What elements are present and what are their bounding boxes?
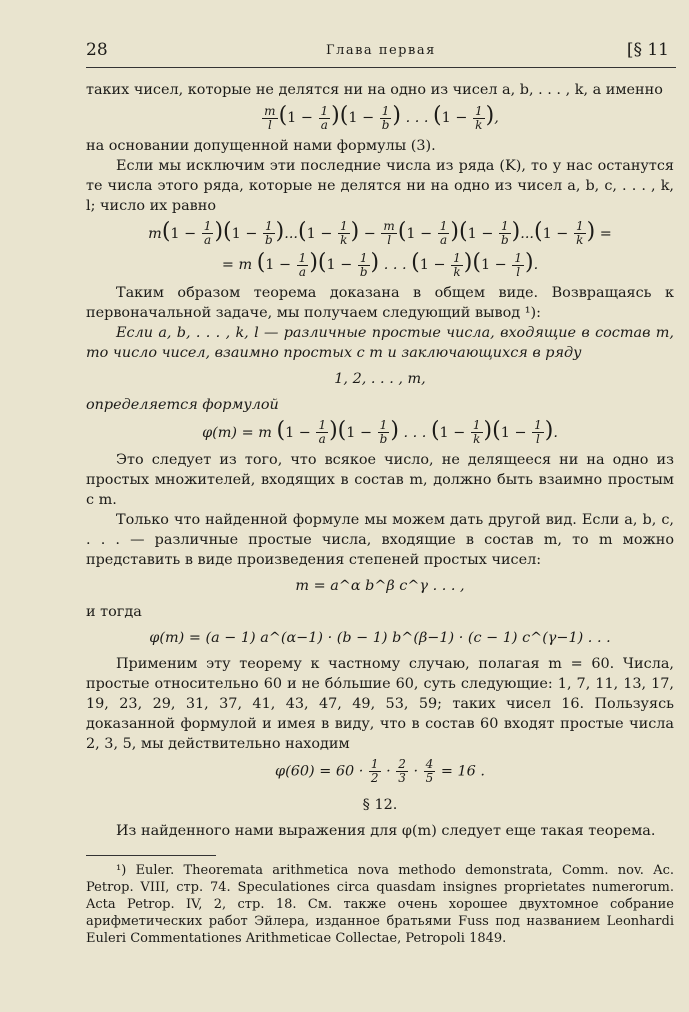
theorem-text: Если a, b, . . . , k, l — различные простые числа, входящие в состав m, то число чисел, взаимно простых с m и заключающихся в ряду [86,324,674,361]
header-rule [86,67,676,68]
footnote: ¹) Euler. Theoremata arithmetica nova methodo demonstrata, Comm. nov. Ac. Petrop. VIII, стр. 74. Speculationes circa quasdam insignes proprietates numerorum. Acta Petrop. IV, 2, стр. 18. См. также очень хорошее двухтомное собрание арифметических работ Эйлера, изданное братьями Fuss под названием Leonhardi Euleri Commentationes Arithmeticae Collectae, Petropoli 1849. [86,863,674,946]
formula-phi-powers: φ(m) = (a − 1) a^(α−1) · (b − 1) b^(β−1) · (c − 1) c^(γ−1) . . . [149,630,611,646]
paragraph: Это следует из того, что всякое число, не делящееся ни на одно из простых множителей, входящих в состав m, должно быть взаимно простым с m. [86,452,674,508]
paragraph: Применим эту теорему к частному случаю, полагая m = 60. Числа, простые относительно 60 и не бо́льшие 60, суть следующие: 1, 7, 11, 13, 17, 19, 23, 29, 31, 37, 41, 43, 47, 49, 53, 59; таких чисел 16. Пользуясь доказанной формулой и имея в виду, что в состав 60 входят простые числа 2, 3, 5, мы действительно находим [86,656,674,752]
formula-difference: m(1 − $\frac{1}{a}$ )(1 − $\frac{1}{b}$ )...(1 − $\frac{1}{k}$ ) − $\frac{m}{l}$ (1 − $\frac{1}{a}$ )(1 − $\frac{1}{b}$ )...(1 − $\frac{1}{k}$ ) = [148,218,612,247]
theorem-text: определяется формулой [86,396,279,413]
formula-prime-factorization: m = a^α b^β c^γ . . . , [295,578,465,594]
paragraph: Если мы исключим эти последние числа из ряда (K), то у нас останутся те числа этого ряда, которые не делятся ни на одно из чисел a, b, c, . . . , k, l; число их равно [86,157,674,214]
paragraph: Из найденного нами выражения для φ(m) следует еще такая теорема. [116,823,656,839]
paragraph: и тогда [86,604,142,620]
section-marker: [§ 11 [626,40,669,60]
paragraph: Только что найденной формуле мы можем дать другой вид. Если a, b, c, . . . — различные простые числа, входящие в состав m, то m можно представить в виде произведения степеней простых чисел: [86,512,674,568]
sequence: 1, 2, . . . , m, [334,370,426,387]
paragraph: Таким образом теорема доказана в общем виде. Возвращаясь к первоначальной задаче, мы получаем следующий вывод ¹): [86,284,674,321]
running-header [86,40,669,64]
paragraph: на основании допущенной нами формулы (3). [86,137,436,154]
section-heading: § 12. [362,797,398,813]
page-number: 28 [86,40,108,60]
formula-phi-60: φ(60) = 60 · $\frac{1}{2}$ · $\frac{2}{3}$ · $\frac{4}{5}$ = 16 . [275,757,485,785]
page-body [86,80,674,947]
formula-phi: φ(m) = m (1 − $\frac{1}{a}$ )(1 − $\frac{1}{b}$ ) . . . (1 − $\frac{1}{k}$ )(1 − $\frac{1}{l}$ ). [202,417,558,446]
formula-fraction-product: $\frac{m}{l}$ (1 − $\frac{1}{a}$ )(1 − $\frac{1}{b}$ ) . . . (1 − $\frac{1}{k}$ ), [264,103,499,132]
footnote-rule [86,855,216,856]
paragraph: таких чисел, которые не делятся ни на одно из чисел a, b, . . . , k, а именно [86,82,663,98]
formula-result: = m (1 − $\frac{1}{a}$ )(1 − $\frac{1}{b}$ ) . . . (1 − $\frac{1}{k}$ )(1 − $\frac{1}{l}$ ). [221,250,539,279]
chapter-title: Глава первая [326,43,436,58]
